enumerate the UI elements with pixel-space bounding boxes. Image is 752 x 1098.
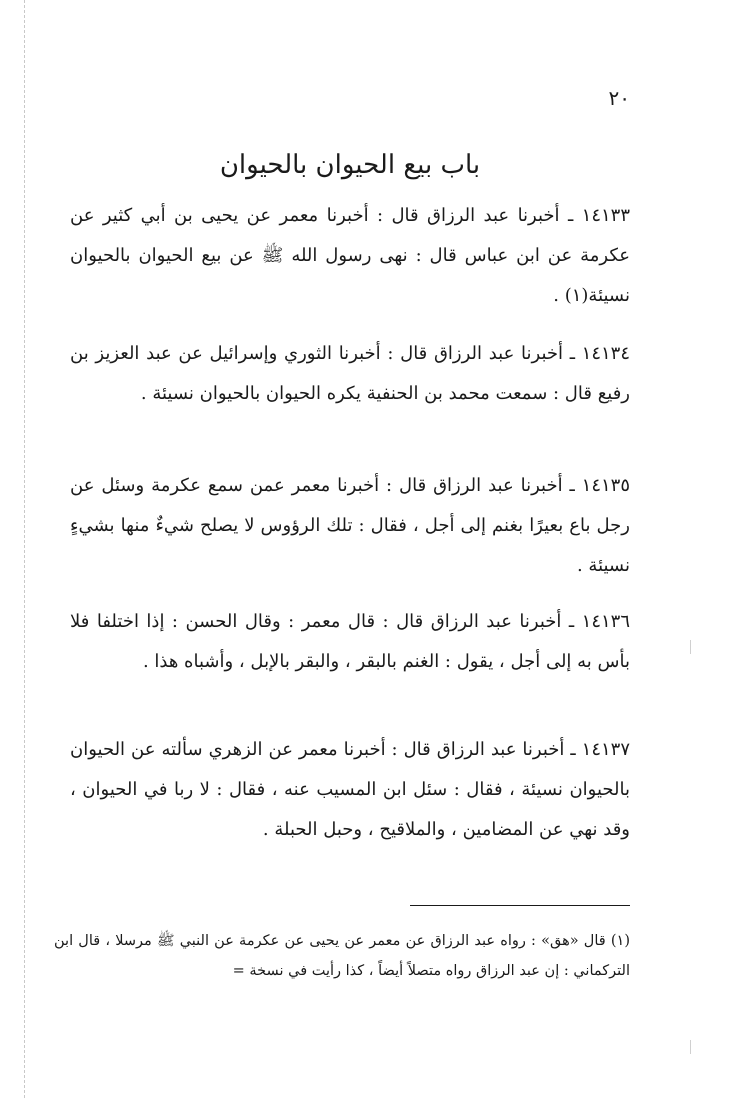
margin-mark — [690, 1040, 691, 1054]
hadith-entry: ١٤١٣٣ ـ أخبرنا عبد الرزاق قال : أخبرنا معمر عن يحيى بن أبي كثير عن عكرمة عن ابن عباس قال : نهى رسول الله ﷺ عن بيع الحيوان بالحيوان نسيئة(١) . — [70, 205, 630, 306]
hadith-entry: ١٤١٣٦ ـ أخبرنا عبد الرزاق قال : قال معمر : وقال الحسن : إذا اختلفا فلا بأس به إلى أجل ، يقول : الغنم بالبقر ، والبقر بالإبل ، وأشباه هذا . — [70, 611, 630, 672]
footnote-divider — [410, 905, 630, 906]
hadith-entry: ١٤١٣٧ ـ أخبرنا عبد الرزاق قال : أخبرنا معمر عن الزهري سألته عن الحيوان بالحيوان نسيئة ، فقال : سئل ابن المسيب عنه ، فقال : لا ربا في الحيوان ، وقد نهي عن المضامين ، والملاقيح ، وحبل الحبلة . — [70, 739, 630, 840]
hadith-entry: ١٤١٣٤ ـ أخبرنا عبد الرزاق قال : أخبرنا الثوري وإسرائيل عن عبد العزيز بن رفيع قال : سمعت محمد بن الحنفية يكره الحيوان بالحيوان نسيئة . — [70, 343, 630, 404]
footnote: (١) قال «هق» : رواه عبد الرزاق عن معمر عن يحيى عن عكرمة عن النبي ﷺ مرسلا ، قال ابن التركماني : إن عبد الرزاق رواه متصلاً أيضاً ، كذا رأيت في نسخة = — [54, 933, 630, 979]
page-gutter-line — [24, 0, 25, 1098]
page-number: ٢٠ — [608, 86, 630, 110]
margin-mark — [690, 640, 691, 654]
book-page — [54, 0, 630, 1098]
hadith-entry: ١٤١٣٥ ـ أخبرنا عبد الرزاق قال : أخبرنا معمر عمن سمع عكرمة وسئل عن رجل باع بعيرًا بغنم إلى أجل ، فقال : تلك الرؤوس لا يصلح شيءٌ منها بشيءٍ نسيئة . — [70, 475, 630, 576]
chapter-title: باب بيع الحيوان بالحيوان — [219, 150, 481, 180]
